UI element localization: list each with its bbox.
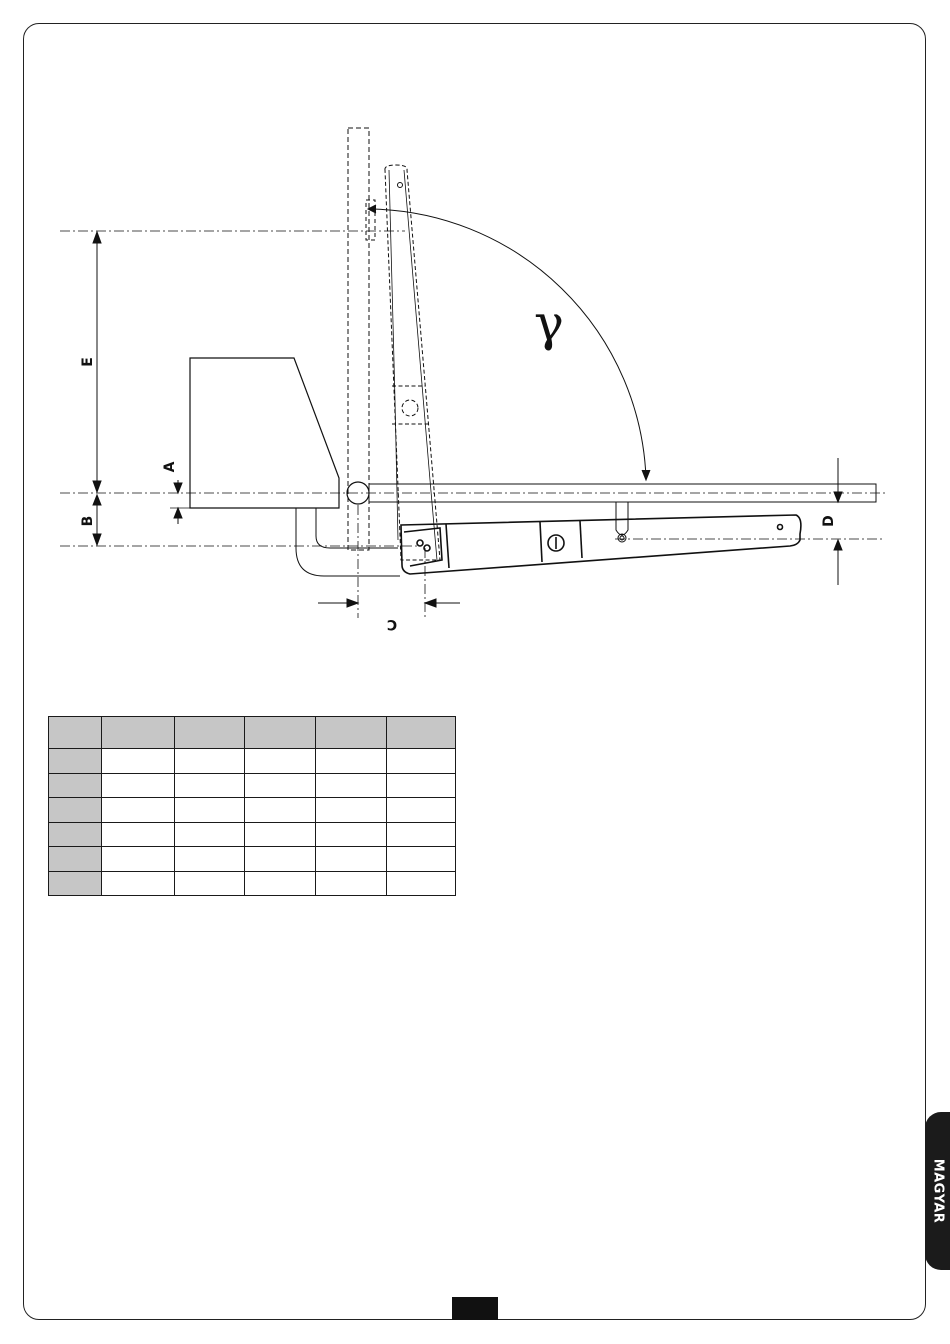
table-cell [387, 871, 456, 896]
table-cell [387, 773, 456, 798]
table-cell [175, 871, 245, 896]
table-row-head [49, 822, 102, 847]
label-d: D [821, 515, 837, 527]
table-cell [316, 847, 387, 872]
table-cell [102, 773, 175, 798]
table-cell [387, 847, 456, 872]
table-cell [175, 847, 245, 872]
table-cell [245, 871, 316, 896]
table-cell [175, 773, 245, 798]
table-row-head [49, 749, 102, 774]
table-cell [245, 798, 316, 823]
table-cell [316, 871, 387, 896]
table-cell [245, 822, 316, 847]
table-row-head [49, 773, 102, 798]
label-gamma: γ [534, 294, 564, 352]
dimension-c [318, 599, 460, 607]
arc-arrow-bottom [642, 470, 650, 480]
leaf-bracket [616, 502, 628, 542]
table-cell [175, 798, 245, 823]
reference-lines [60, 231, 885, 618]
table-cell [387, 749, 456, 774]
table-row [49, 822, 456, 847]
table-cell [102, 798, 175, 823]
table-header-cell [245, 717, 316, 749]
dimensions-table [48, 716, 456, 896]
table-header-cell [175, 717, 245, 749]
table-row [49, 871, 456, 896]
table-cell [316, 798, 387, 823]
motor-housing [190, 358, 339, 508]
table-cell [102, 871, 175, 896]
table-cell [245, 847, 316, 872]
table-cell [387, 798, 456, 823]
table-header-cell [316, 717, 387, 749]
swing-angle-arc [370, 209, 646, 478]
label-e: E [80, 357, 96, 367]
table-row [49, 798, 456, 823]
table-row [49, 847, 456, 872]
table-cell [316, 749, 387, 774]
table-header-cell [387, 717, 456, 749]
table-cell [316, 822, 387, 847]
table-cell [102, 847, 175, 872]
page-number-box [452, 1297, 498, 1320]
language-tab-label: MAGYAR [930, 1158, 945, 1224]
table-header-cell [49, 717, 102, 749]
table-row [49, 773, 456, 798]
table-cell [175, 749, 245, 774]
operator-arm-closed [401, 515, 801, 574]
table-row-head [49, 847, 102, 872]
table-cell [316, 773, 387, 798]
table-row [49, 749, 456, 774]
table-row-head [49, 871, 102, 896]
label-b: B [80, 515, 96, 527]
table-cell [387, 822, 456, 847]
table-cell [245, 749, 316, 774]
table-header-cell [102, 717, 175, 749]
label-a: A [162, 461, 178, 473]
label-c: C [386, 616, 398, 632]
table-row-head [49, 798, 102, 823]
arm-mount-hole-top [398, 183, 403, 188]
table-header-row [49, 717, 456, 749]
gate-post [348, 128, 375, 550]
language-tab [925, 1112, 950, 1270]
dimension-a [170, 480, 190, 524]
table-cell [102, 749, 175, 774]
table-cell [175, 822, 245, 847]
table-cell [245, 773, 316, 798]
table-cell [102, 822, 175, 847]
